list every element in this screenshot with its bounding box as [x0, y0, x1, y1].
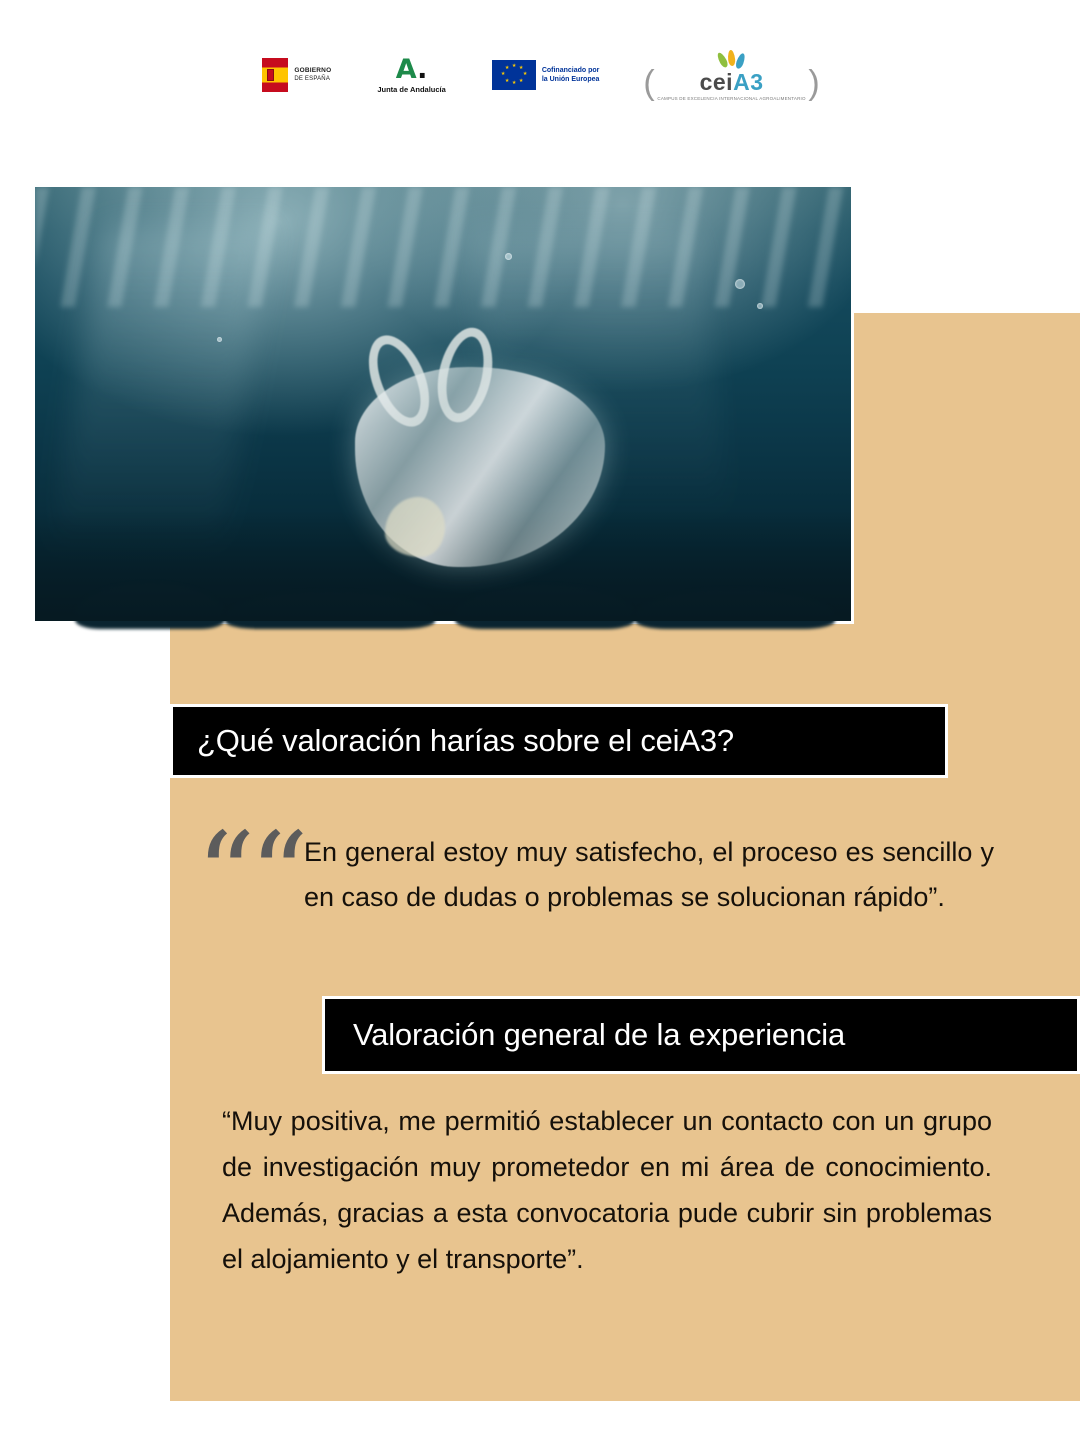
gobierno-line2: DE ESPAÑA: [294, 76, 331, 82]
junta-de-andalucia-logo: [377, 56, 446, 94]
overall-heading-text: Valoración general de la experiencia: [353, 1017, 845, 1052]
spain-flag-icon: [262, 58, 288, 92]
bubble: [217, 337, 222, 342]
union-europea-text: [542, 66, 600, 84]
eu-flag-icon: ★ ★ ★ ★ ★ ★ ★ ★: [492, 60, 536, 90]
question-heading: [170, 704, 948, 778]
bracket-left-icon: (: [643, 63, 655, 102]
ue-line1: Cofinanciado por: [541, 67, 600, 74]
junta-mark-icon: A.: [395, 54, 428, 85]
overall-heading: [322, 996, 1080, 1074]
ceia3-wordmark: ceiA3: [699, 68, 764, 95]
ue-line2: la Unión Europea: [541, 76, 600, 83]
union-europea-logo: [492, 60, 600, 90]
gobierno-de-espana-text: [294, 67, 331, 83]
ceia3-logo: [643, 50, 820, 102]
junta-label: Junta de Andalucía: [377, 85, 446, 94]
question-heading-text: ¿Qué valoración harías sobre el ceiA3?: [197, 723, 734, 758]
quote-first-text: En general estoy muy satisfecho, el proceso es sencillo y en caso de dudas o problemas se solucionan rápido”.: [304, 837, 994, 912]
leaves-icon: [705, 50, 759, 70]
quote-second-text: “Muy positiva, me permitió establecer un contacto con un grupo de investigación muy prometedor en mi área de conocimiento. Además, gracias a esta convocatoria pude cubrir sin problemas el alojamiento y el transporte”.: [222, 1106, 992, 1274]
logo-bar: [0, 40, 1080, 110]
gobierno-line1: GOBIERNO: [294, 67, 332, 74]
gobierno-de-espana-logo: [262, 56, 331, 94]
plastic-bag: [335, 327, 625, 577]
bubble: [757, 303, 763, 309]
bubble: [505, 253, 512, 260]
underwater-plastic-bag-photo: [32, 184, 854, 624]
bubble: [735, 279, 745, 289]
bracket-right-icon: ): [808, 63, 820, 102]
quote-mark-icon: ““: [196, 808, 303, 943]
ceia3-tagline: CAMPUS DE EXCELENCIA INTERNACIONAL AGROALIMENTARIO: [657, 95, 806, 101]
